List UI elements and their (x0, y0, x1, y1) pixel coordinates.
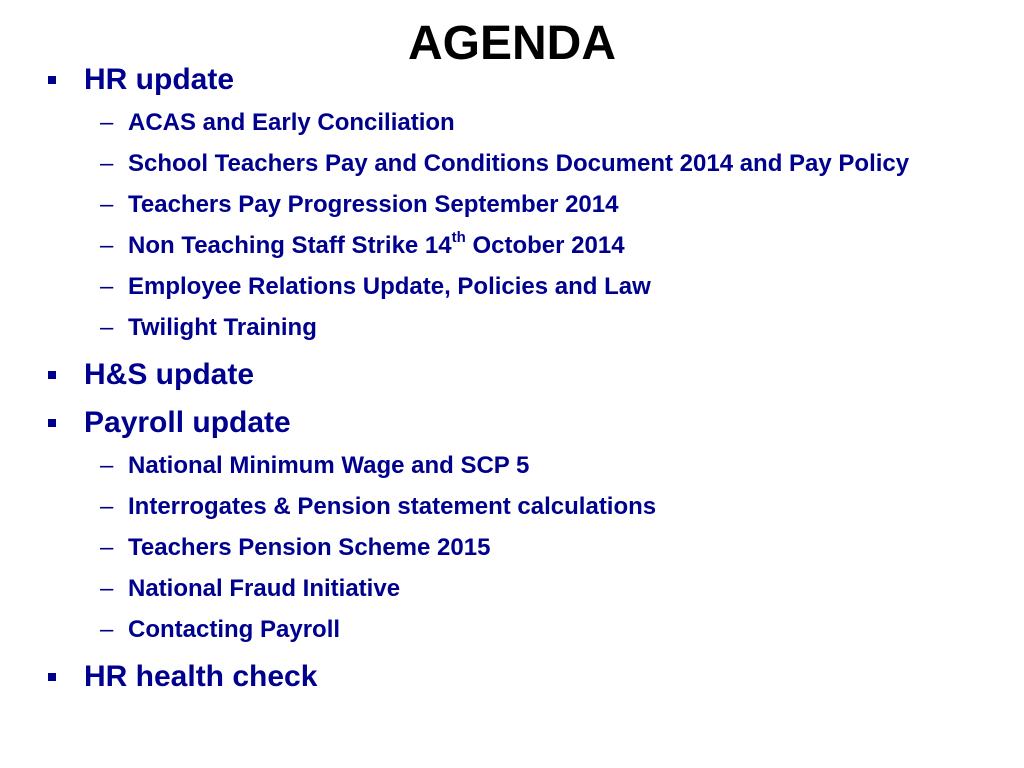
dash-bullet-icon: – (100, 109, 114, 136)
agenda-subitem (84, 613, 986, 647)
agenda-item (46, 62, 986, 345)
agenda-item (46, 405, 986, 647)
agenda-subitem (84, 572, 986, 606)
agenda-subitem (84, 531, 986, 565)
dash-bullet-icon: – (100, 150, 114, 177)
square-bullet-icon (48, 673, 56, 681)
agenda-subitem (84, 490, 986, 524)
dash-bullet-icon: – (100, 452, 114, 479)
dash-bullet-icon: – (100, 232, 114, 259)
agenda-subitem (84, 188, 986, 222)
ordinal-superscript: th (451, 229, 466, 246)
dash-bullet-icon: – (100, 575, 114, 602)
agenda-item-label: Payroll update (84, 406, 291, 439)
agenda-subitem-label: Teachers Pension Scheme 2015 (128, 534, 491, 561)
agenda-subitem-label: Contacting Payroll (128, 616, 341, 643)
agenda-item-label: HR update (84, 63, 234, 96)
dash-bullet-icon: – (100, 191, 114, 218)
agenda-subitem (84, 147, 986, 181)
agenda-subitem (84, 270, 986, 304)
dash-bullet-icon: – (100, 534, 114, 561)
square-bullet-icon (48, 76, 56, 84)
agenda-subitem (84, 311, 986, 345)
agenda-subitem-list (84, 449, 986, 647)
agenda-item-label: H&S update (84, 358, 255, 391)
agenda-subitem-list (84, 106, 986, 345)
agenda-subitem (84, 229, 986, 263)
agenda-subitem (84, 449, 986, 483)
agenda-subitem-label: Interrogates & Pension statement calculations (128, 493, 657, 520)
agenda-subitem-label: Non Teaching Staff Strike 14th October 2014 (128, 229, 625, 259)
slide-title: AGENDA (407, 17, 616, 70)
square-bullet-icon (48, 419, 56, 427)
agenda-subitem (84, 106, 986, 140)
agenda-subitem-label: Teachers Pay Progression September 2014 (128, 191, 619, 218)
dash-bullet-icon: – (100, 616, 114, 643)
dash-bullet-icon: – (100, 493, 114, 520)
agenda-list (46, 62, 986, 695)
agenda-item (46, 659, 986, 695)
agenda-subitem-label: Twilight Training (128, 314, 317, 341)
agenda-subitem-label: ACAS and Early Conciliation (128, 109, 455, 136)
agenda-subitem-label: National Minimum Wage and SCP 5 (128, 452, 530, 479)
square-bullet-icon (48, 371, 56, 379)
dash-bullet-icon: – (100, 314, 114, 341)
agenda-subitem-label: National Fraud Initiative (128, 575, 401, 602)
agenda-item (46, 357, 986, 393)
agenda-subitem-label: Employee Relations Update, Policies and Law (128, 273, 651, 300)
dash-bullet-icon: – (100, 273, 114, 300)
agenda-subitem-label: School Teachers Pay and Conditions Document 2014 and Pay Policy (128, 150, 910, 177)
agenda-item-label: HR health check (84, 660, 318, 693)
